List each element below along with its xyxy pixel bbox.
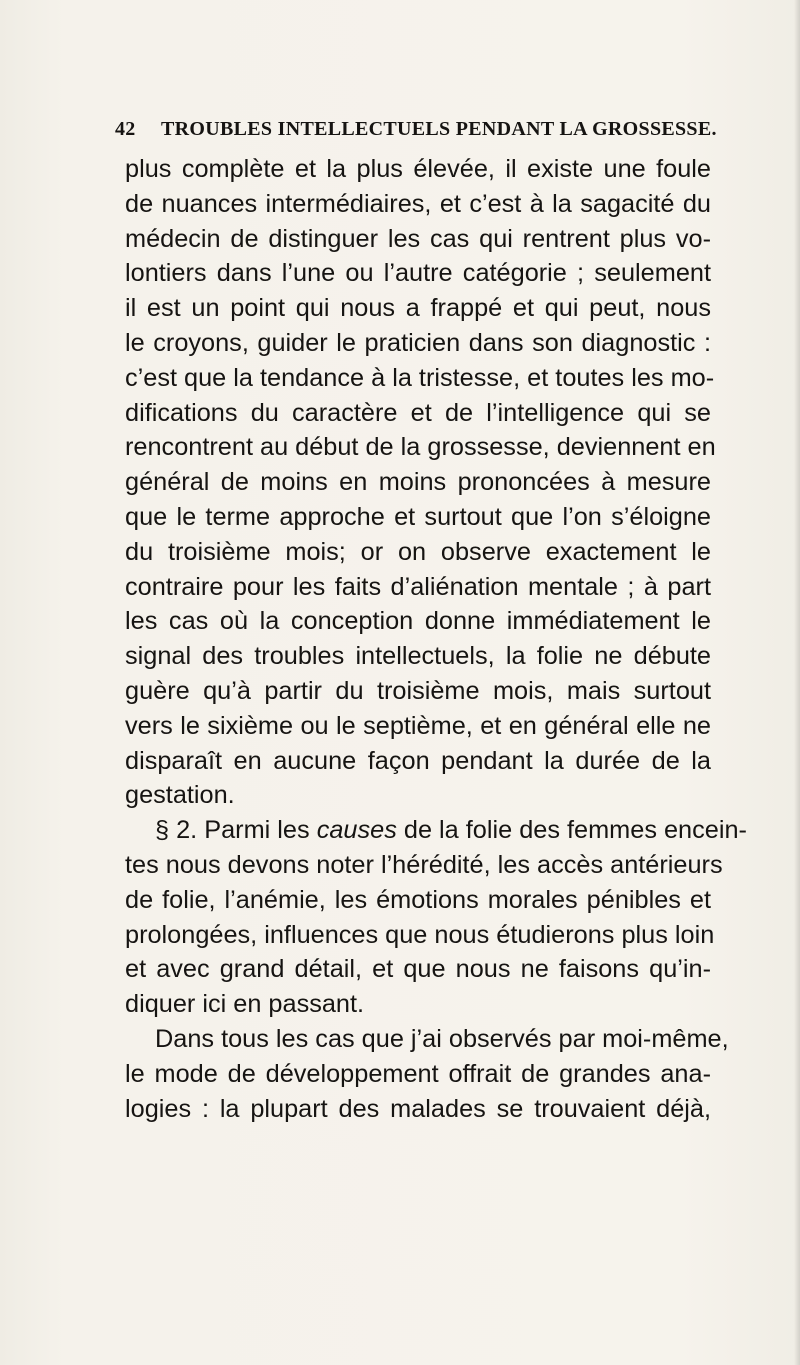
text-line: les cas où la conception donne immédiatement le — [125, 607, 711, 636]
text-line: signal des troubles intellectuels, la folie ne débute — [125, 642, 711, 671]
text-line: prolongées, influences que nous étudierons plus loin — [125, 920, 715, 949]
text-line: guère qu’à partir du troisième mois, mais surtout — [125, 676, 711, 705]
running-header — [115, 118, 715, 141]
text-line: difications du caractère et de l’intelligence qui se — [125, 398, 711, 427]
paragraph-2-first-line — [125, 813, 747, 848]
text-line: du troisième mois; or on observe exactement le — [125, 537, 711, 566]
text-line: de nuances intermédiaires, et c’est à la sagacité du — [125, 189, 711, 218]
text-line: contraire pour les faits d’aliénation mentale ; à part — [125, 572, 711, 601]
paragraph-3-first-line: Dans tous les cas que j’ai observés par moi-même, — [155, 1024, 729, 1053]
text-line: et avec grand détail, et que nous ne faisons qu’in- — [125, 955, 711, 984]
text-line: disparaît en aucune façon pendant la durée de la — [125, 746, 711, 775]
text-line: de folie, l’anémie, les émotions morales pénibles et — [125, 885, 711, 914]
page-number: 42 — [115, 118, 136, 140]
body-text — [125, 152, 747, 1126]
emphasis-causes: causes — [316, 816, 397, 845]
text-line: général de moins en moins prononcées à mesure — [125, 468, 711, 497]
text-line: il est un point qui nous a frappé et qui peut, nous — [125, 294, 711, 323]
text-line: tes nous devons noter l’hérédité, les accès antérieurs — [125, 850, 723, 879]
text-line: le mode de développement offrait de grandes ana- — [125, 1059, 711, 1088]
section-rest: de la folie des femmes encein- — [396, 816, 747, 845]
text-line: lontiers dans l’une ou l’autre catégorie ; seulement — [125, 259, 711, 288]
text-line: plus complète et la plus élevée, il existe une foule — [125, 155, 711, 183]
running-title: TROUBLES INTELLECTUELS PENDANT LA GROSSESSE. — [161, 118, 717, 140]
section-lead: § 2. Parmi les — [155, 816, 317, 845]
text-line: c’est que la tendance à la tristesse, et toutes les mo- — [125, 363, 715, 392]
text-line: gestation. — [125, 781, 235, 810]
text-line: que le terme approche et surtout que l’on s’éloigne — [125, 502, 711, 531]
text-line: rencontrent au début de la grossesse, deviennent en — [125, 433, 716, 462]
text-line: logies : la plupart des malades se trouvaient déjà, — [125, 1094, 711, 1123]
text-line: médecin de distinguer les cas qui rentrent plus vo- — [125, 224, 711, 253]
page-edge-shadow — [794, 0, 800, 1365]
text-line: vers le sixième ou le septième, et en général elle ne — [125, 711, 711, 740]
text-line: le croyons, guider le praticien dans son diagnostic : — [125, 328, 711, 357]
text-line: diquer ici en passant. — [125, 990, 365, 1019]
